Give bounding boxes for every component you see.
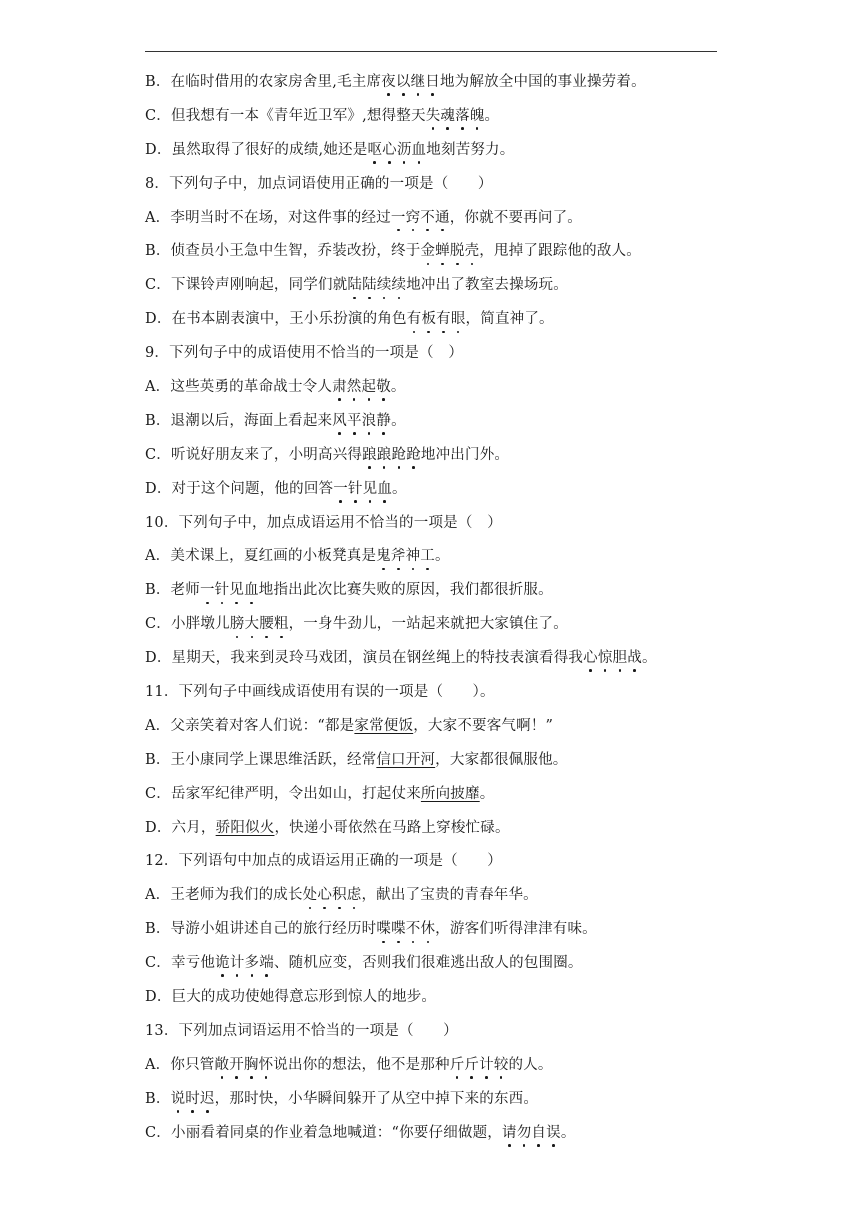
line-text: D．在书本剧表演中，王小乐扮演的角色 <box>145 311 407 328</box>
line-text: ，大家不要客气啊！” <box>413 717 554 734</box>
header-rule <box>145 51 717 52</box>
line-text: 。 <box>641 650 657 667</box>
line-text: C．小胖墩儿 <box>145 616 230 633</box>
answer-option <box>145 947 745 981</box>
answer-option <box>145 473 745 507</box>
line-text: B．侦查员小王急中生智，乔装改扮，终于 <box>145 243 421 260</box>
line-text: B．王小康同学上课思维活跃，经常 <box>145 751 377 768</box>
emphasis-dotted-phrase: 金蝉脱壳 <box>420 243 479 259</box>
line-text: 8．下列句子中，加点词语使用正确的一项是（ ） <box>145 175 493 192</box>
question-stem <box>145 1015 745 1049</box>
answer-option <box>145 574 745 608</box>
line-text: 11．下列句子中画线成语使用有误的一项是（ ）。 <box>145 684 495 701</box>
answer-option <box>145 981 745 1015</box>
line-text: 的人。 <box>508 1056 553 1073</box>
line-text: A．李明当时不在场，对这件事的经过 <box>145 209 391 226</box>
emphasis-dotted-phrase: 喋喋不休 <box>376 921 435 937</box>
answer-option <box>145 1117 745 1151</box>
question-stem <box>145 507 745 541</box>
line-text: 13．下列加点词语运用不恰当的一项是（ ） <box>145 1022 458 1039</box>
answer-option <box>145 608 745 642</box>
answer-option <box>145 405 745 439</box>
line-text: D．星期天，我来到灵玲马戏团，演员在钢丝绳上的特技表演看得我 <box>145 650 584 667</box>
line-text: ，快递小哥依然在马路上穿梭忙碌。 <box>274 819 510 836</box>
line-text: ，那时快，小华瞬间躲开了从空中掉下来的东西。 <box>214 1090 539 1107</box>
line-text: 。 <box>484 107 500 124</box>
answer-option <box>145 235 745 269</box>
answer-option <box>145 1083 745 1117</box>
answer-option <box>145 540 745 574</box>
answer-option <box>145 1049 745 1083</box>
answer-option <box>145 744 745 778</box>
question-list <box>145 66 745 1151</box>
line-text: 。 <box>391 412 406 429</box>
line-text: 10．下列句子中，加点成语运用不恰当的一项是（ ） <box>145 514 502 531</box>
emphasis-dotted-phrase: 膀大腰粗 <box>230 616 289 632</box>
emphasis-dotted-phrase: 陆陆续续 <box>347 277 406 293</box>
line-text: ，游客们听得津津有味。 <box>435 921 597 938</box>
emphasis-dotted-phrase: 失魂落魄 <box>426 108 485 124</box>
line-text: B．退潮以后，海面上看起来 <box>145 412 333 429</box>
line-text: 。 <box>434 548 450 565</box>
line-text: C．小丽看着同桌的作业着急地喊道：“你要仔细做题， <box>145 1124 503 1141</box>
line-text: C．岳家军纪律严明，令出如山，打起仗来 <box>145 785 421 802</box>
answer-option <box>145 879 745 913</box>
emphasis-dotted-phrase: 处心积虑 <box>303 887 362 903</box>
answer-option <box>145 913 745 947</box>
line-text: 地指出此次比赛失败的原因，我们都很折服。 <box>258 582 553 599</box>
emphasis-dotted-phrase: 呕心沥血 <box>367 142 426 158</box>
answer-option <box>145 642 745 676</box>
emphasis-dotted-phrase: 诡计多端 <box>215 955 274 971</box>
line-text: A．王老师为我们的成长 <box>145 887 303 904</box>
answer-option <box>145 202 745 236</box>
emphasis-dotted-phrase: 肃然起敬 <box>332 379 391 395</box>
line-text: D．对于这个问题，他的回答 <box>145 480 334 497</box>
emphasis-dotted-phrase: 踉踉跄跄 <box>362 447 421 463</box>
line-text: ，献出了宝贵的青春年华。 <box>361 887 538 904</box>
line-text: B．老师 <box>145 582 200 599</box>
line-text: 地刻苦努力。 <box>426 141 515 158</box>
line-text: 。 <box>479 785 495 802</box>
emphasis-dotted-phrase: 夜以继日 <box>381 74 440 90</box>
question-stem <box>145 168 745 202</box>
answer-option <box>145 371 745 405</box>
line-text: ，大家都很佩服他。 <box>435 751 568 768</box>
emphasis-dotted-phrase: 心惊胆战 <box>583 650 642 666</box>
line-text: 。 <box>560 1124 576 1141</box>
line-text: ，一身牛劲儿，一站起来就把大家镇住了。 <box>288 616 568 633</box>
line-text: ，你就不要再问了。 <box>449 209 582 226</box>
line-text: ，甩掉了跟踪他的敌人。 <box>479 243 641 260</box>
line-text: C．听说好朋友来了，小明高兴得 <box>145 446 363 463</box>
line-text: 12．下列语句中加点的成语运用正确的一项是（ ） <box>145 853 502 870</box>
line-text: B． <box>145 1090 171 1107</box>
answer-option <box>145 439 745 473</box>
underlined-phrase: 所向披靡 <box>420 785 480 802</box>
line-text: A．你只管 <box>145 1056 215 1073</box>
answer-option <box>145 812 745 846</box>
emphasis-dotted-phrase: 斤斤计较 <box>450 1057 509 1073</box>
line-text: 。 <box>390 379 406 396</box>
emphasis-dotted-phrase: 有板有眼 <box>407 311 466 327</box>
line-text: 。 <box>392 480 407 497</box>
answer-option <box>145 710 745 744</box>
line-text: 地冲出门外。 <box>420 446 510 463</box>
underlined-phrase: 信口开河 <box>376 751 436 768</box>
emphasis-dotted-phrase: 一针见血 <box>200 582 259 598</box>
emphasis-dotted-phrase: 一针见血 <box>333 481 392 497</box>
emphasis-dotted-phrase: 说时迟 <box>171 1091 215 1107</box>
line-text: ，简直神了。 <box>465 311 554 328</box>
line-text: C．幸亏他 <box>145 955 216 972</box>
line-text: 9．下列句子中的成语使用不恰当的一项是（ ） <box>145 345 464 362</box>
question-stem <box>145 845 745 879</box>
line-text: A．美术课上，夏红画的小板凳真是 <box>145 548 377 565</box>
answer-option <box>145 778 745 812</box>
question-stem <box>145 676 745 710</box>
emphasis-dotted-phrase: 一窍不通 <box>391 210 450 226</box>
answer-option <box>145 303 745 337</box>
line-text: A．父亲笑着对客人们说：“都是 <box>145 717 355 734</box>
line-text: 地冲出了教室去操场玩。 <box>406 277 568 294</box>
line-text: B．导游小姐讲述自己的旅行经历时 <box>145 921 377 938</box>
answer-option <box>145 134 745 168</box>
answer-option <box>145 269 745 303</box>
emphasis-dotted-phrase: 请勿自误 <box>502 1125 561 1141</box>
emphasis-dotted-phrase: 鬼斧神工 <box>376 548 435 564</box>
answer-option <box>145 66 745 100</box>
emphasis-dotted-phrase: 风平浪静 <box>332 413 391 429</box>
emphasis-dotted-phrase: 敞开胸怀 <box>214 1057 273 1073</box>
underlined-phrase: 骄阳似火 <box>215 819 275 836</box>
line-text: A．这些英勇的革命战士令人 <box>145 379 333 396</box>
question-stem <box>145 337 745 371</box>
line-text: D．六月， <box>145 819 216 836</box>
underlined-phrase: 家常便饭 <box>354 717 414 734</box>
line-text: 、随机应变，否则我们很难逃出敌人的包围圈。 <box>273 955 583 972</box>
line-text: D．巨大的成功使她得意忘形到惊人的地步。 <box>145 989 437 1006</box>
line-text: C．下课铃声刚响起，同学们就 <box>145 277 348 294</box>
line-text: 地为解放全中国的事业操劳着。 <box>439 74 646 90</box>
answer-option <box>145 100 745 134</box>
line-text: 说出你的想法，他不是那种 <box>273 1056 450 1073</box>
line-text: C．但我想有一本《青年近卫军》,想得整天 <box>145 107 426 124</box>
line-text: D．虽然取得了很好的成绩,她还是 <box>145 141 368 158</box>
line-text: B．在临时借用的农家房舍里,毛主席 <box>145 74 382 90</box>
